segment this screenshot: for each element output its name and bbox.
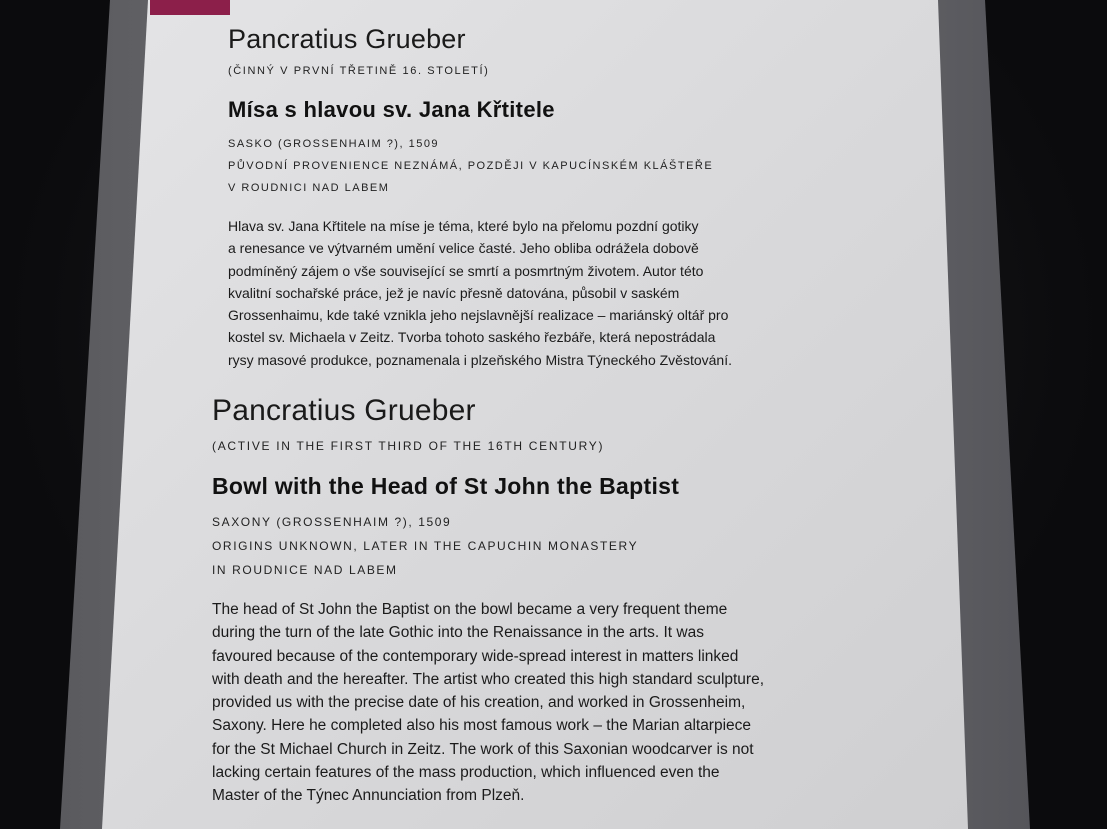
artwork-meta-czech — [228, 133, 918, 199]
czech-section — [228, 24, 918, 371]
body-line: kostel sv. Michaela v Zeitz. Tvorba tohoto saského řezbáře, která nepostrádala — [228, 329, 716, 346]
meta-line: ORIGINS UNKNOWN, LATER IN THE CAPUCHIN MONASTERY — [212, 539, 639, 553]
body-line: rysy masové produkce, poznamenala i plzeňského Mistra Týneckého Zvěstování. — [228, 351, 732, 368]
body-line: provided us with the precise date of his creation, and worked in Grossenheim, — [212, 694, 746, 712]
body-line: Master of the Týnec Annunciation from Plzeň. — [212, 787, 525, 805]
body-line: kvalitní sochařské práce, jež je navíc přesně datována, působil v saském — [228, 284, 680, 301]
body-line: for the St Michael Church in Zeitz. The work of this Saxonian woodcarver is not — [212, 740, 754, 758]
body-line: with death and the hereafter. The artist who created this high standard sculpture, — [212, 670, 765, 688]
body-line: podmíněný zájem o vše související se smrtí a posmrtným životem. Autor této — [228, 262, 704, 279]
description-english — [212, 598, 950, 808]
artwork-title-czech: Mísa s hlavou sv. Jana Křtitele — [228, 97, 555, 122]
artwork-meta-english — [212, 510, 942, 582]
artist-name-czech: Pancratius Grueber — [228, 24, 466, 54]
body-line: favoured because of the contemporary wide-spread interest in matters linked — [212, 647, 739, 665]
label-text-area — [150, 0, 950, 829]
artist-name-english: Pancratius Grueber — [212, 394, 476, 427]
body-line: Saxony. Here he completed also his most famous work – the Marian altarpiece — [212, 717, 752, 735]
body-line: Grossenhaimu, kde také vznikla jeho nejslavnější realizace – mariánský oltář pro — [228, 307, 729, 324]
meta-line: SAXONY (GROSSENHAIM ?), 1509 — [212, 515, 452, 529]
artist-dates-czech: (ČINNÝ V PRVNÍ TŘETINĚ 16. STOLETÍ) — [228, 65, 490, 77]
body-line: lacking certain features of the mass production, which influenced even the — [212, 764, 720, 782]
english-section — [212, 394, 942, 808]
meta-line: V ROUDNICI NAD LABEM — [228, 182, 390, 194]
body-line: a renesance ve výtvarném umění velice časté. Jeho obliba odrážela dobově — [228, 240, 699, 257]
description-czech — [228, 215, 928, 371]
meta-line: SASKO (GROSSENHAIM ?), 1509 — [228, 138, 440, 150]
artwork-title-english: Bowl with the Head of St John the Baptist — [212, 473, 680, 499]
meta-line: IN ROUDNICE NAD LABEM — [212, 563, 398, 577]
body-line: Hlava sv. Jana Křtitele na míse je téma, které bylo na přelomu pozdní gotiky — [228, 218, 699, 234]
body-line: during the turn of the late Gothic into the Renaissance in the arts. It was — [212, 624, 704, 642]
artist-dates-english: (ACTIVE IN THE FIRST THIRD OF THE 16TH CENTURY) — [212, 439, 605, 453]
body-line: The head of St John the Baptist on the bowl became a very frequent theme — [212, 601, 728, 618]
meta-line: PŮVODNÍ PROVENIENCE NEZNÁMÁ, POZDĚJI V KAPUCÍNSKÉM KLÁŠTEŘE — [228, 160, 714, 172]
